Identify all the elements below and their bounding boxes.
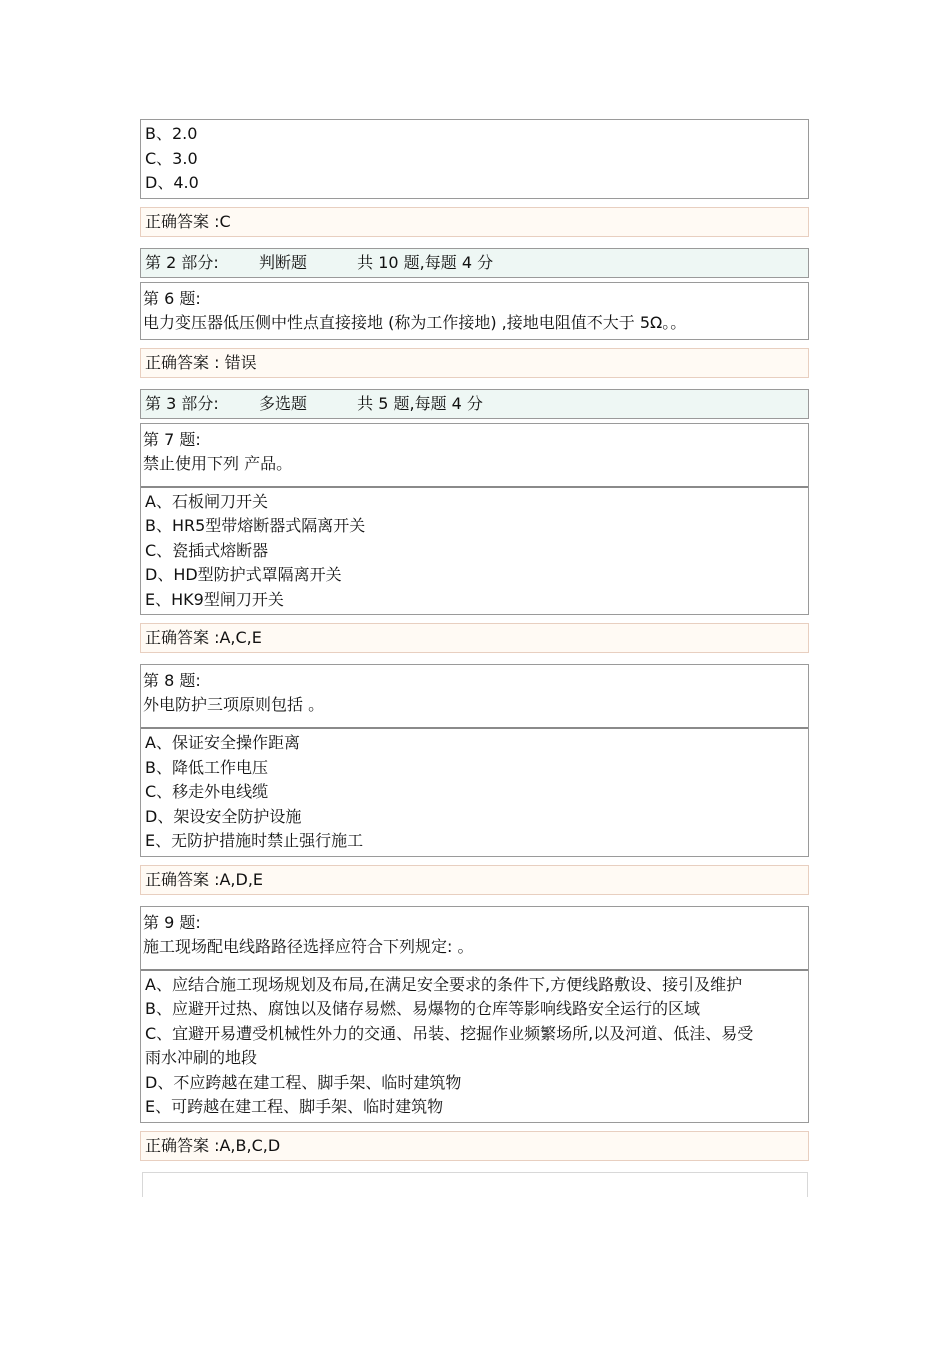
prev-question-answer: 正确答案 :C bbox=[140, 207, 809, 237]
section-header-part2 bbox=[140, 248, 809, 278]
option-e: E、无防护措施时禁止强行施工 bbox=[145, 831, 364, 850]
section-count: 共 5 题,每题 4 分 bbox=[357, 393, 483, 413]
section-title: 第 3 部分: bbox=[145, 393, 219, 413]
question-7 bbox=[140, 423, 809, 616]
question-text: 电力变压器低压侧中性点直接接地 (称为工作接地) ,接地电阻值不大于 5Ω。。 bbox=[143, 312, 687, 332]
question-number: 第 6 题: bbox=[143, 288, 201, 308]
next-question-box bbox=[142, 1172, 808, 1197]
option-b: B、HR5型带熔断器式隔离开关 bbox=[145, 516, 366, 535]
question-number: 第 7 题: bbox=[143, 429, 201, 449]
section-type: 多选题 bbox=[258, 393, 307, 413]
question-6-answer: 正确答案 : 错误 bbox=[140, 348, 809, 378]
question-number: 第 9 题: bbox=[143, 912, 201, 932]
question-text: 外电防护三项原则包括 。 bbox=[143, 695, 325, 714]
option-e: E、可跨越在建工程、脚手架、临时建筑物 bbox=[145, 1097, 444, 1116]
option-c: C、移走外电线缆 bbox=[145, 782, 269, 801]
section-type: 判断题 bbox=[258, 252, 307, 272]
question-text: 禁止使用下列 产品。 bbox=[143, 453, 293, 473]
option-d: D、4.0 bbox=[145, 173, 199, 192]
option-b: B、2.0 bbox=[145, 124, 198, 143]
question-8-answer: 正确答案 :A,D,E bbox=[140, 865, 809, 895]
question-options bbox=[141, 971, 808, 1122]
question-9 bbox=[140, 906, 809, 1123]
option-b: B、应避开过热、腐蚀以及储存易燃、易爆物的仓库等影响线路安全运行的区域 bbox=[145, 999, 700, 1018]
question-6 bbox=[140, 282, 809, 340]
question-options bbox=[141, 488, 808, 615]
question-8 bbox=[140, 664, 809, 857]
option-c: C、瓷插式熔断器 bbox=[145, 540, 269, 560]
question-9-answer: 正确答案 :A,B,C,D bbox=[140, 1131, 809, 1161]
option-a: A、保证安全操作距离 bbox=[145, 733, 300, 752]
question-options bbox=[141, 729, 808, 856]
option-c: C、3.0 bbox=[145, 148, 198, 168]
prev-question-options bbox=[140, 119, 809, 199]
section-title: 第 2 部分: bbox=[145, 252, 219, 272]
section-count: 共 10 题,每题 4 分 bbox=[357, 252, 494, 272]
option-a: A、石板闸刀开关 bbox=[145, 491, 268, 511]
exam-page bbox=[140, 119, 809, 1197]
option-d: D、HD型防护式罩隔离开关 bbox=[145, 565, 342, 584]
option-d: D、架设安全防护设施 bbox=[145, 806, 302, 826]
option-d: D、不应跨越在建工程、脚手架、临时建筑物 bbox=[145, 1072, 462, 1092]
option-a: A、应结合施工现场规划及布局,在满足安全要求的条件下,方便线路敷设、接引及维护 bbox=[145, 974, 743, 994]
option-b: B、降低工作电压 bbox=[145, 757, 268, 777]
question-7-answer: 正确答案 :A,C,E bbox=[140, 623, 809, 653]
section-header-part3 bbox=[140, 389, 809, 419]
question-text: 施工现场配电线路路径选择应符合下列规定: 。 bbox=[143, 936, 474, 956]
question-number: 第 8 题: bbox=[143, 671, 201, 690]
option-c: C、宜避开易遭受机械性外力的交通、吊装、挖掘作业频繁场所,以及河道、低洼、易受雨水冲刷的地段 bbox=[145, 1023, 754, 1067]
option-e: E、HK9型闸刀开关 bbox=[145, 589, 284, 609]
